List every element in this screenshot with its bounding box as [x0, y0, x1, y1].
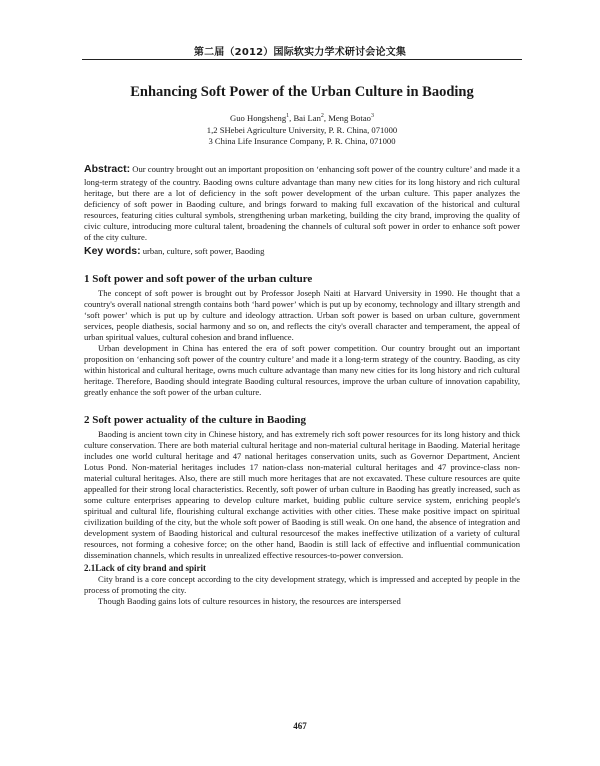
abstract-text: Our country brought out an important proposition on ‘enhancing soft power of the country culture’ and made it a long-term strategy of the country. Baoding owns culture advantage than many new cities for its long history and rich cultural heritage, but there are a lot of deficiency in the soft power development of the urban culture. This paper analyzes the deficiency of soft power in Baoding culture, and brings forward to making full excavation of the historical and cultural resources, featuring cities cultural symbols, strengthening urban marketing, building the city brand, improving the quality of civic culture, introducing more cultural talent, broadening the channels of cultural soft power in order to enhance soft power of the city culture. — [84, 163, 520, 243]
section-1-paragraph-2: Urban development in China has entered the era of soft power competition. Our country brought out an important proposition on ‘enhancing soft power of the country culture’ and made it a long-term strategy of the country. Baoding, as city within historical and cultural heritage, owns much culture advantage than many new cities for its long history and rich cultural heritage. Therefore, Baoding should integrate Baoding cultural resources, improve the urban culture of innovation capability, greatly enhance the soft power of the urban culture. — [84, 342, 520, 398]
author-name-2: , Bai Lan — [289, 113, 321, 124]
header-rule — [82, 59, 522, 60]
paper-content — [84, 84, 520, 607]
author-sup-1: 1 — [286, 113, 290, 120]
subsection-2-1-paragraph-1: City brand is a core concept according to the city development strategy, which is impressed and accepted by people in the process of promoting the city. — [84, 574, 520, 596]
keywords — [84, 245, 520, 259]
author-sup-3: 3 — [370, 113, 374, 120]
author-name-3: , Meng Botao — [323, 113, 371, 124]
keywords-label: Key words: — [84, 244, 141, 257]
keywords-text: urban, culture, soft power, Baoding — [140, 245, 265, 256]
author-line — [84, 113, 520, 124]
subsection-2-1-paragraph-2: Though Baoding gains lots of culture resources in history, the resources are interspersed — [98, 596, 401, 607]
author-sup-2: 2 — [320, 113, 324, 120]
author-name-1: Guo Hongsheng — [230, 113, 287, 124]
affiliation-1: 1,2 SHebei Agriculture University, P. R. China, 071000 — [206, 124, 398, 135]
section-2-paragraph-1: Baoding is ancient town city in Chinese history, and has extremely rich soft power resources for its long history and thick culture conservation. There are both material cultural heritage and non-material cultural heritage in Baoding. Material heritage includes one world cultural heritage and 47 national heritages conservation units, such as Governor Department, Ancient Lotus Pond. Non-material heritages includes 17 nation-class non-material cultural heritages and 47 province-class non-material cultural heritages. Also, there are still much more heritages that are not excavated. These culture resources are quite appealled for their strong local characteristics. Recently, soft power of urban culture in Baoding has greatly increased, such as some culture enterprises appearing to develop culture market, buiding public culture service system, enriching people's spiritual and cultural life, flourishing cultural exchange activities with other cities. These make positive impact on spiritual civilization building of the city, but the whole soft power of Baoding is still weak. On one hand, the absence of integration and development system of Baoding historical and cultural resourcesof the makes ineffective utilization of a variety of cultural resources, not forming a cohesive force; on the other hand, Baodin is still lack of effective and influential communication dissemination channels, which results in unrealized effective resources-to-power conversion. — [84, 428, 520, 561]
running-header: 第二届（2012）国际软实力学术研讨会论文集 — [193, 47, 407, 58]
abstract-label: Abstract: — [84, 162, 131, 175]
page-number: 467 — [293, 721, 307, 731]
section-2-title: 2 Soft power actuality of the culture in Baoding — [84, 414, 307, 427]
subsection-2-1-title: 2.1Lack of city brand and spirit — [84, 562, 207, 573]
section-1-title: 1 Soft power and soft power of the urban culture — [84, 273, 313, 286]
section-1-paragraph-1: The concept of soft power is brought out by Professor Joseph Naiti at Harvard University in 1990. He thought that a country's overall national strength contains both ‘hard power’ which is put up by economy, technology and illtary strength and ‘soft power’ which is put up by culture and ideology attraction. Urban soft power is based on urban culture, government services, people diathesis, social harmony and so on, and reflects the city's overall character and temperament, the appeal of urban spiritual values, cultural cohesion and brand influence. — [84, 287, 520, 342]
abstract — [84, 163, 520, 244]
affiliation-2: 3 China Life Insurance Company, P. R. China, 071000 — [208, 135, 396, 146]
paper-title: Enhancing Soft Power of the Urban Culture in Baoding — [130, 84, 474, 100]
